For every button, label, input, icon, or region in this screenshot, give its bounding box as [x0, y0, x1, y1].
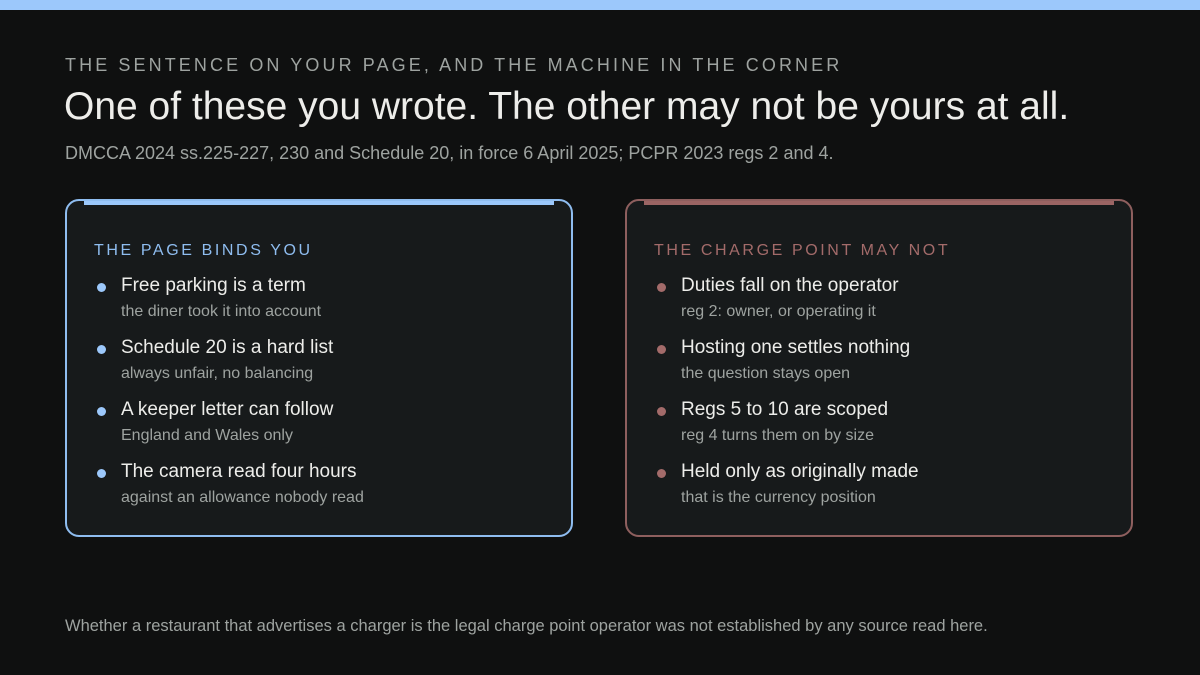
- item-subtitle: always unfair, no balancing: [121, 365, 314, 382]
- item-title: Schedule 20 is a hard list: [121, 337, 334, 358]
- item-subtitle: reg 4 turns them on by size: [681, 427, 874, 444]
- charge-point-card: [625, 199, 1133, 537]
- item-subtitle: the diner took it into account: [121, 303, 322, 320]
- item-title: A keeper letter can follow: [121, 399, 334, 420]
- bullet-dot-icon: [97, 345, 106, 354]
- bullet-dot-icon: [97, 283, 106, 292]
- item-subtitle: against an allowance nobody read: [121, 489, 364, 506]
- item-title: The camera read four hours: [121, 461, 357, 482]
- item-subtitle: England and Wales only: [121, 427, 293, 444]
- bullet-dot-icon: [657, 345, 666, 354]
- bullet-dot-icon: [97, 407, 106, 416]
- bullet-dot-icon: [657, 407, 666, 416]
- bullet-dot-icon: [97, 469, 106, 478]
- card-accent-strip: [84, 201, 554, 205]
- page-subtitle: DMCCA 2024 ss.225-227, 230 and Schedule 20, in force 6 April 2025; PCPR 2023 regs 2 and 4.: [65, 143, 834, 163]
- eyebrow-label: THE SENTENCE ON YOUR PAGE, AND THE MACHINE IN THE CORNER: [65, 55, 843, 75]
- footnote: Whether a restaurant that advertises a charger is the legal charge point operator was not established by any source read here.: [65, 617, 988, 635]
- item-subtitle: reg 2: owner, or operating it: [681, 303, 876, 320]
- card-heading: THE PAGE BINDS YOU: [94, 242, 313, 259]
- item-subtitle: that is the currency position: [681, 489, 876, 506]
- item-title: Duties fall on the operator: [681, 275, 899, 296]
- page-binds-card: [65, 199, 573, 537]
- top-accent-bar: [0, 0, 1200, 10]
- item-title: Regs 5 to 10 are scoped: [681, 399, 889, 420]
- card-heading: THE CHARGE POINT MAY NOT: [654, 242, 951, 259]
- bullet-dot-icon: [657, 469, 666, 478]
- item-title: Hosting one settles nothing: [681, 337, 911, 358]
- bullet-dot-icon: [657, 283, 666, 292]
- item-title: Free parking is a term: [121, 275, 306, 296]
- item-subtitle: the question stays open: [681, 365, 851, 382]
- card-accent-strip: [644, 201, 1114, 205]
- page-title: One of these you wrote. The other may not be yours at all.: [64, 85, 1070, 128]
- item-title: Held only as originally made: [681, 461, 919, 482]
